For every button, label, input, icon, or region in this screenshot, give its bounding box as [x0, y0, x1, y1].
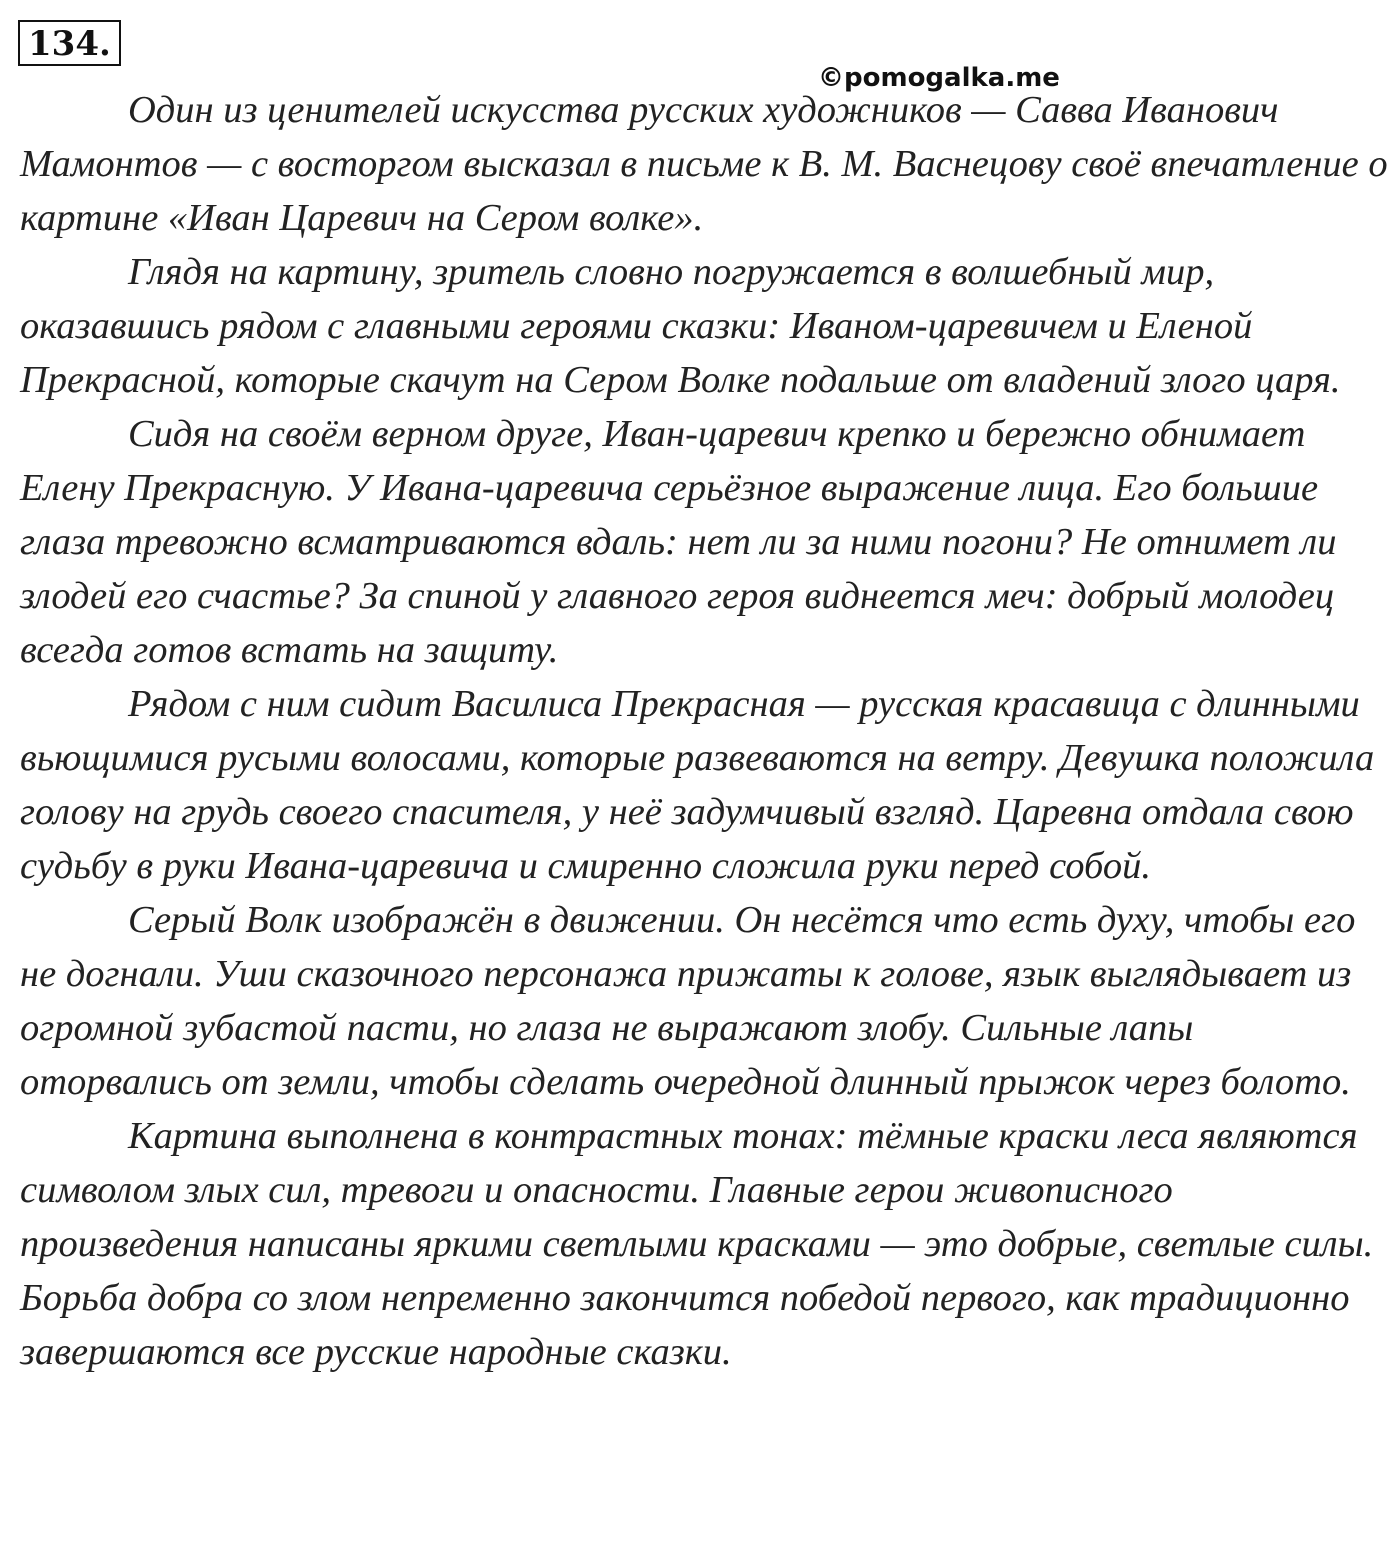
paragraph-4: Рядом с ним сидит Василиса Прекрасная — русская красавица с длинными вьющимися русыми волосами, которые развеваются на ветру. Девушка положила голову на грудь своего спасителя, у неё задумчивый взгляд. Царевна отдала свою судьбу в руки Ивана-царевича и смиренно сложила руки перед собой. — [20, 683, 1375, 887]
paragraph-3: Сидя на своём верном друге, Иван-царевич крепко и бережно обнимает Елену Прекрасную. У Ивана-царевича серьёзное выражение лица. Его большие глаза тревожно всматриваются вдаль: нет ли за ними погони? Не отнимет ли злодей его счастье? За спиной у главного героя виднеется меч: добрый молодец всегда готов встать на защиту. — [20, 413, 1337, 671]
watermark: ©pomogalka.me — [818, 63, 1060, 93]
paragraph-6: Картина выполнена в контрастных тонах: тёмные краски леса являются символом злых сил, тревоги и опасности. Главные герои живописного произведения написаны яркими светлыми красками — это добрые, светлые силы. Борьба добра со злом непременно закончится победой первого, как традиционно завершаются все русские народные сказки. — [20, 1115, 1374, 1373]
task-number: 134. — [18, 20, 121, 66]
paragraph-5: Серый Волк изображён в движении. Он несётся что есть духу, чтобы его не догнали. Уши сказочного персонажа прижаты к голове, язык выглядывает из огромной зубастой пасти, но глаза не выражают злобу. Сильные лапы оторвались от земли, чтобы сделать очередной длинный прыжок через болото. — [20, 899, 1356, 1103]
paragraph-2: Глядя на картину, зритель словно погружается в волшебный мир, оказавшись рядом с главными героями сказки: Иваном-царевичем и Еленой Прекрасной, которые скачут на Сером Волке подальше от владений злого царя. — [20, 251, 1341, 401]
text-body — [20, 83, 1390, 1379]
paragraph-1: Один из ценителей искусства русских художников — Савва Иванович Мамонтов — с восторгом высказал в письме к В. М. Васнецову своё впечатление о картине «Иван Царевич на Сером волке». — [20, 89, 1388, 239]
